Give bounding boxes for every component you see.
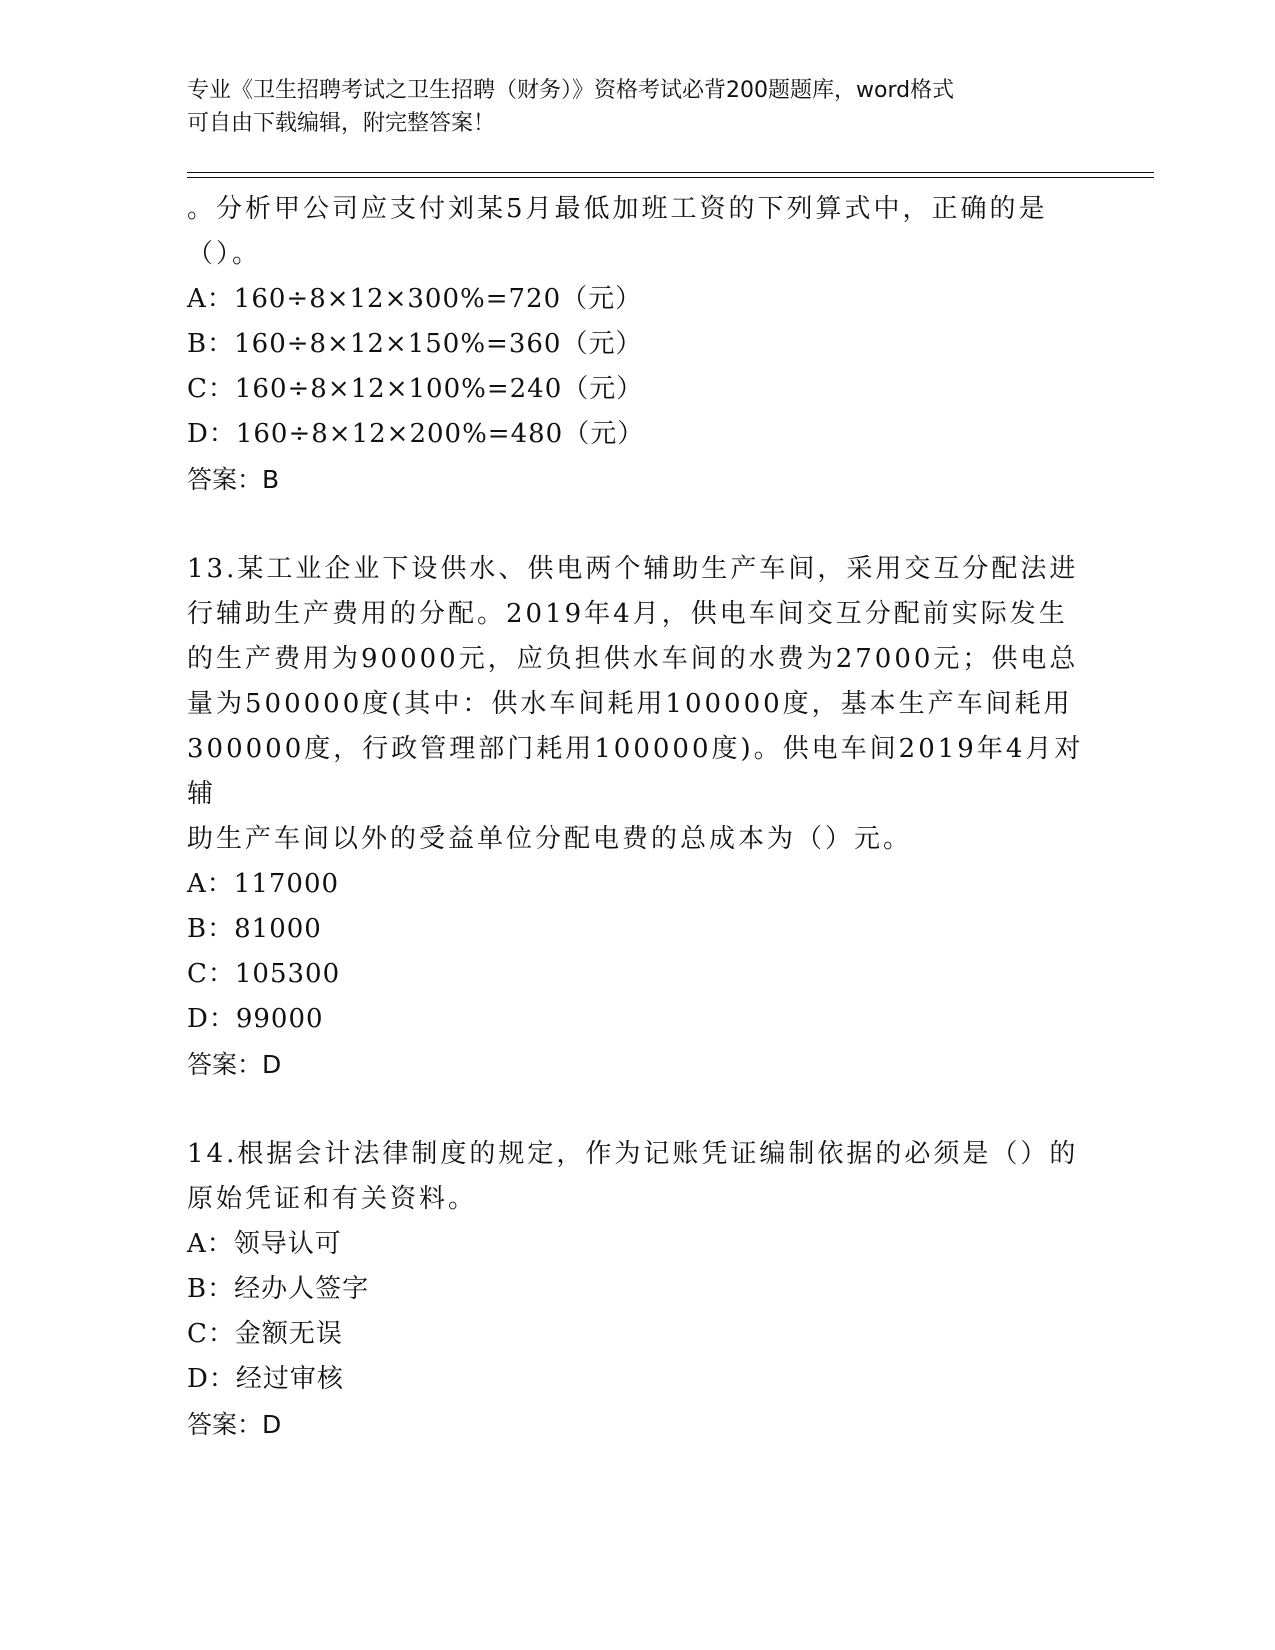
header-divider-bottom xyxy=(187,177,1154,178)
question-text-line: 原始凭证和有关资料。 xyxy=(187,1184,478,1214)
question-text-line: 量为500000度(其中：供水车间耗用100000度，基本生产车间耗用 xyxy=(187,689,1073,719)
option-a: A：领导认可 xyxy=(187,1229,342,1259)
answer-line: 答案：B xyxy=(187,465,280,494)
option-c: C：105300 xyxy=(187,959,341,989)
option-b: B：160÷8×12×150%=360（元） xyxy=(187,329,643,359)
document-header xyxy=(187,74,1067,140)
option-d: D：160÷8×12×200%=480（元） xyxy=(187,419,645,449)
answer-line: 答案：D xyxy=(187,1050,282,1079)
question-text-line: 的生产费用为90000元，应负担供水车间的水费为27000元；供电总 xyxy=(187,644,1079,674)
question-text-line: （）。 xyxy=(187,239,262,269)
question-text-line: 13.某工业企业下设供水、供电两个辅助生产车间，采用交互分配法进 xyxy=(187,554,1079,584)
question-13 xyxy=(187,547,1087,1087)
header-line-1: 专业《卫生招聘考试之卫生招聘（财务）》资格考试必背200题题库，word格式 xyxy=(187,78,955,103)
question-text-line: 行辅助生产费用的分配。2019年4月，供电车间交互分配前实际发生 xyxy=(187,599,1068,629)
option-d: D：99000 xyxy=(187,1004,324,1034)
option-c: C：金额无误 xyxy=(187,1319,343,1349)
option-d: D：经过审核 xyxy=(187,1364,344,1394)
option-c: C：160÷8×12×100%=240（元） xyxy=(187,374,644,404)
question-text-line: 300000度，行政管理部门耗用100000度)。供电车间2019年4月对辅 xyxy=(187,734,1084,809)
question-14 xyxy=(187,1132,1087,1447)
question-text-line: 助生产车间以外的受益单位分配电费的总成本为（）元。 xyxy=(187,824,913,854)
header-divider-top xyxy=(187,172,1154,173)
option-a: A：117000 xyxy=(187,869,340,899)
option-a: A：160÷8×12×300%=720（元） xyxy=(187,284,643,314)
question-text-line: 。分析甲公司应支付刘某5月最低加班工资的下列算式中，正确的是 xyxy=(187,194,1048,224)
option-b: B：经办人签字 xyxy=(187,1274,370,1304)
question-12-continued xyxy=(187,187,1087,502)
document-body xyxy=(187,187,1087,1447)
question-text-line: 14.根据会计法律制度的规定，作为记账凭证编制依据的必须是（）的 xyxy=(187,1139,1079,1169)
option-b: B：81000 xyxy=(187,914,322,944)
header-line-2: 可自由下载编辑，附完整答案！ xyxy=(187,111,496,136)
answer-line: 答案：D xyxy=(187,1410,282,1439)
